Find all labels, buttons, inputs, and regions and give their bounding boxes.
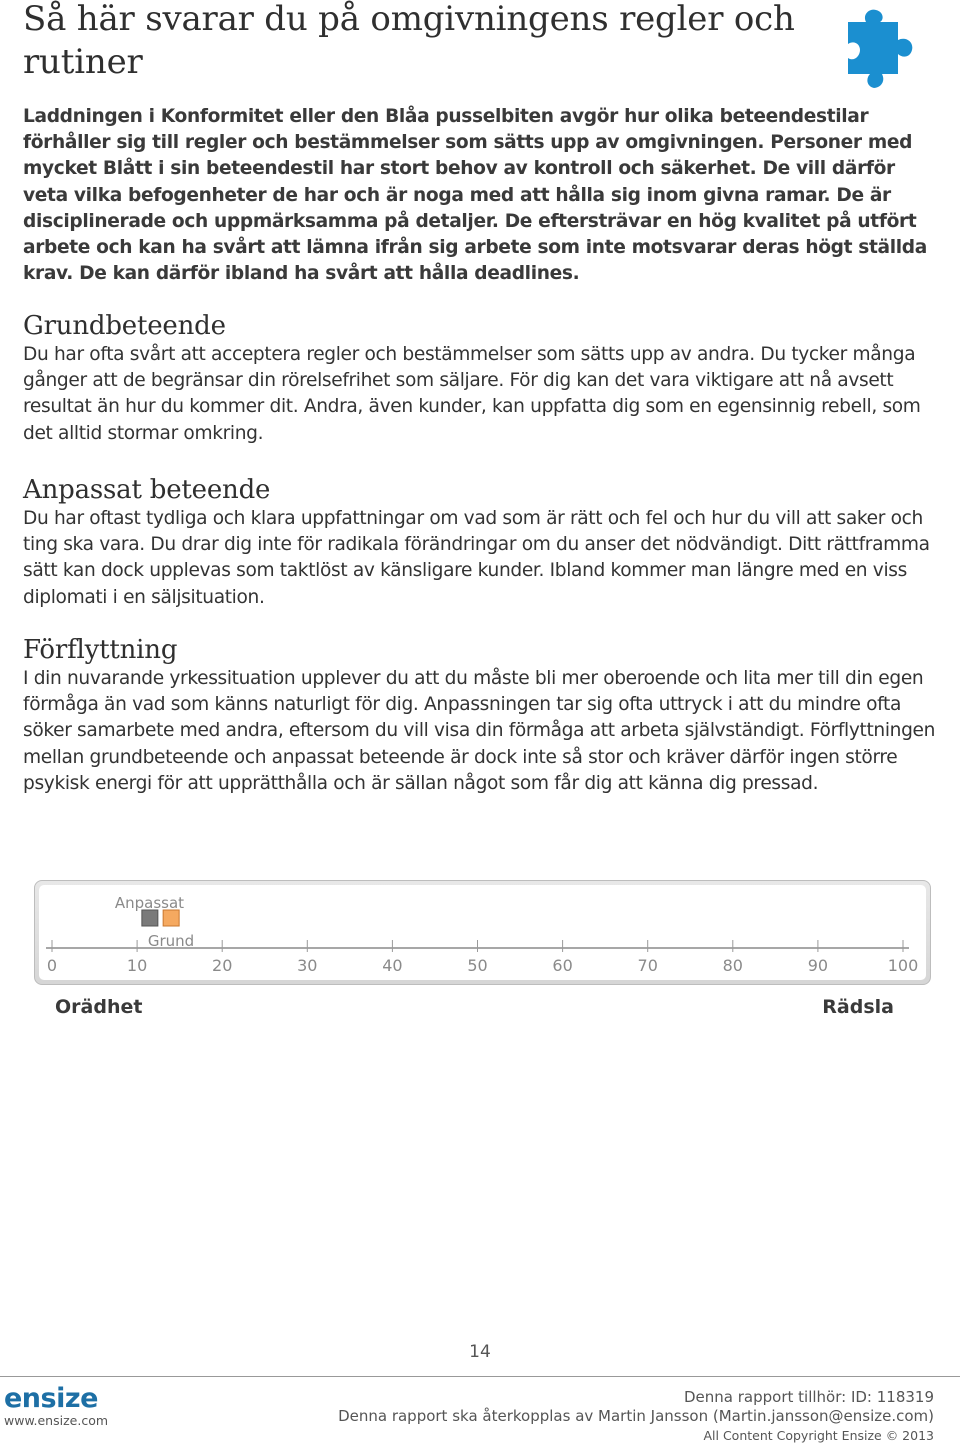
- footer-copyright: All Content Copyright Ensize © 2013: [703, 1428, 934, 1443]
- page-title: Så här svarar du på omgivningens regler och rutiner: [23, 0, 795, 82]
- marker-label-grund: Grund: [147, 932, 195, 950]
- section-heading-anpassat: Anpassat beteende: [23, 475, 271, 505]
- scale-tick-label: 60: [552, 956, 573, 975]
- scale-tick-label: 80: [722, 956, 743, 975]
- intro-paragraph: Laddningen i Konformitet eller den Blåa pusselbiten avgör hur olika beteendestilar förhåller sig till regler och bestämmelser som sätts upp av omgivningen. Personer med mycket Blått i sin beteendestil har stort behov av kontroll och säkerhet. De vill därför veta vilka befogenheter de har och är noga med att hålla sig inom givna ramar. De är disciplinerade och uppmärksamma på detaljer. De eftersträvar en hög kvalitet på utfört arbete och kan ha svårt att lämna ifrån sig arbete som inte motsvarar deras högt ställda krav. De kan därför ibland ha svårt att hålla deadlines.: [23, 106, 927, 285]
- section-heading-grund: Grundbeteende: [23, 311, 226, 341]
- scale-right-label: Rädsla: [822, 996, 894, 1018]
- scale-tick-label: 70: [637, 956, 658, 975]
- section-body-grund: Du har ofta svårt att acceptera regler och bestämmelser som sätts upp av andra. Du tycker många gånger att de begränsar din rörelsefrihet som säljare. För dig kan det vara viktigare att nå avsett resultat än hur du kommer dit. Andra, även kunder, kan uppfatta dig som en egensinnig rebell, som det alltid stormar omkring.: [23, 344, 921, 444]
- behavior-scale: [34, 880, 931, 985]
- footer-contact: Denna rapport ska återkopplas av Martin Jansson (Martin.jansson@ensize.com): [338, 1407, 934, 1425]
- section-heading-forflyttning: Förflyttning: [23, 635, 178, 665]
- scale-tick-label: 10: [126, 956, 148, 975]
- scale-tick-label: 40: [382, 956, 403, 975]
- brand-url[interactable]: www.ensize.com: [4, 1413, 109, 1428]
- puzzle-piece-icon: [840, 8, 914, 90]
- page-number: 14: [469, 1342, 491, 1362]
- scale-tick-label: 20: [212, 956, 233, 975]
- scale-tick-label: 50: [467, 956, 488, 975]
- scale-tick-label: 100: [887, 956, 919, 975]
- scale-tick-label: 90: [807, 956, 829, 975]
- marker-anpassat: [142, 910, 158, 926]
- scale-tick-label: 0: [46, 956, 58, 975]
- brand-logo: ensize: [4, 1383, 98, 1414]
- scale-left-label: Orädhet: [55, 996, 143, 1018]
- footer-owner: Denna rapport tillhör: ID: 118319: [684, 1388, 934, 1406]
- section-body-anpassat: Du har oftast tydliga och klara uppfattningar om vad som är rätt och fel och hur du vill att saker och ting ska vara. Du drar dig inte för radikala förändringar om du anser det nödvändigt. Ditt rättframma sätt kan dock upplevas som taktlöst av känsligare kunder. Ibland kommer man längre med en viss diplomati i en säljsituation.: [23, 508, 930, 608]
- footer-divider: [0, 1376, 960, 1377]
- scale-tick-label: 30: [297, 956, 318, 975]
- marker-grund: [163, 910, 179, 926]
- scale-graphic: [35, 881, 930, 984]
- section-body-forflyttning: I din nuvarande yrkessituation upplever du att du måste bli mer oberoende och lita mer till din egen förmåga än vad som känns naturligt för dig. Anpassningen tar sig ofta uttryck i att du mindre ofta söker samarbete med andra, eftersom du vill visa din förmåga att arbeta självständigt. Förflyttningen mellan grundbeteende och anpassat beteende är dock inte så stor och kräver därför ingen större psykisk energi för att upprätthålla och är sällan något som får dig att känna dig pressad.: [23, 668, 936, 794]
- marker-label-anpassat: Anpassat: [114, 894, 185, 912]
